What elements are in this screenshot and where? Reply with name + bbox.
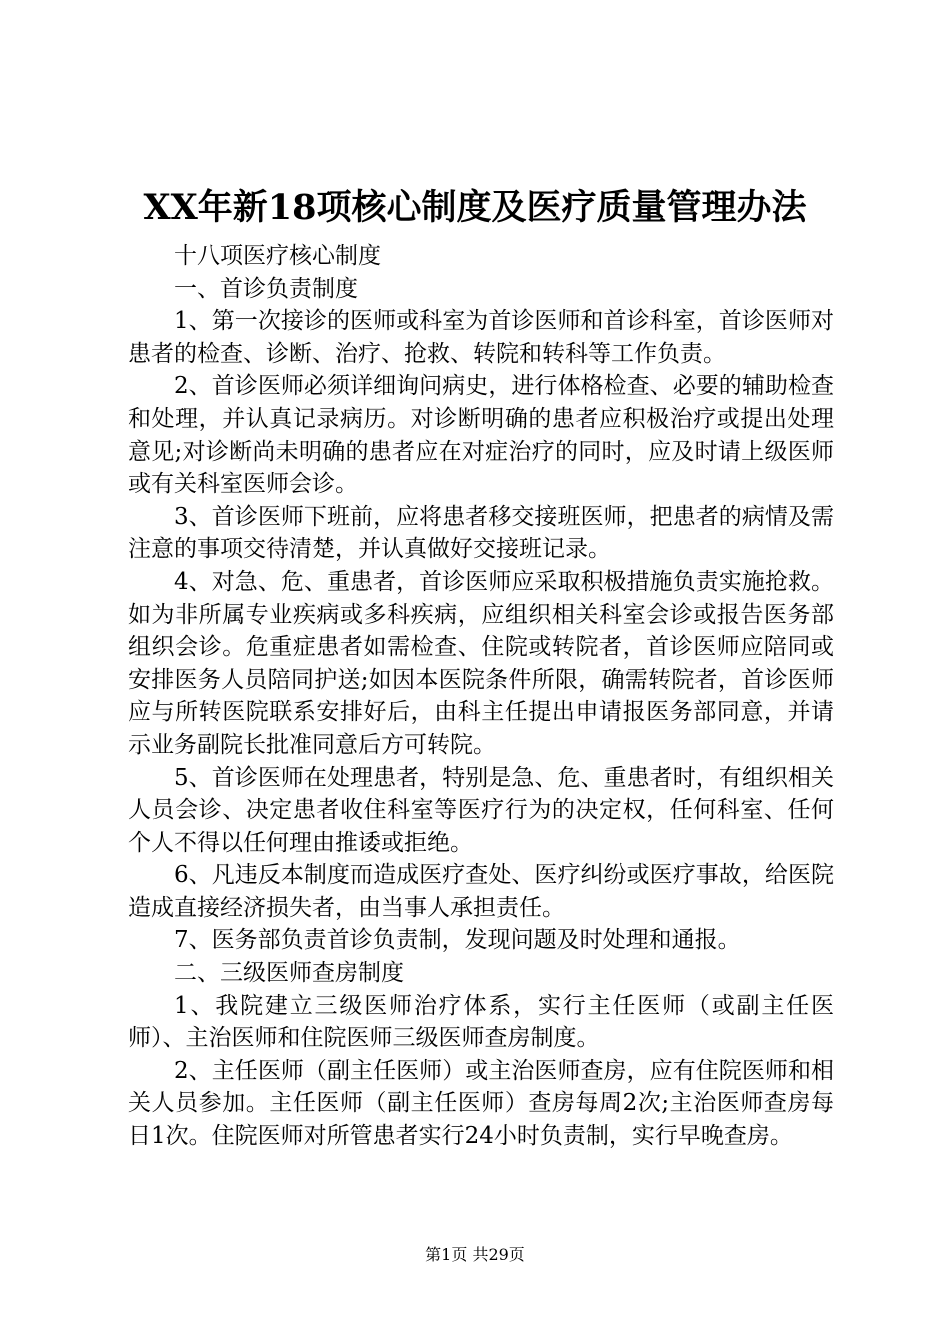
paragraph: 2、首诊医师必须详细询问病史，进行体格检查、必要的辅助检查和处理，并认真记录病历。对诊断明确的患者应积极治疗或提出处理意见;对诊断尚未明确的患者应在对症治疗的同时，应及时请上级医师或有关科室医师会诊。	[128, 373, 834, 498]
paragraph: 1、第一次接诊的医师或科室为首诊医师和首诊科室，首诊医师对患者的检查、诊断、治疗、抢救、转院和转科等工作负责。	[128, 308, 834, 367]
paragraph: 6、凡违反本制度而造成医疗查处、医疗纠纷或医疗事故，给医院造成直接经济损失者，由当事人承担责任。	[128, 862, 834, 921]
section-heading: 一、首诊负责制度	[174, 275, 358, 302]
document-body	[128, 240, 834, 1153]
paragraph: 1、我院建立三级医师治疗体系，实行主任医师（或副主任医师）、主治医师和住院医师三级医师查房制度。	[128, 992, 834, 1052]
paragraph: 3、首诊医师下班前，应将患者移交接班医师，把患者的病情及需注意的事项交待清楚，并认真做好交接班记录。	[128, 503, 834, 563]
paragraph: 5、首诊医师在处理患者，特别是急、危、重患者时，有组织相关人员会诊、决定患者收住科室等医疗行为的决定权，任何科室、任何个人不得以任何理由推诿或拒绝。	[128, 764, 834, 856]
document-title: XX年新18项核心制度及医疗质量管理办法	[143, 187, 807, 228]
paragraph: 2、主任医师（副主任医师）或主治医师查房，应有住院医师和相关人员参加。主任医师（副主任医师）查房每周2次;主治医师查房每日1次。住院医师对所管患者实行24小时负责制，实行早晚查房。	[128, 1057, 834, 1150]
section-heading: 十八项医疗核心制度	[174, 243, 381, 269]
paragraph: 4、对急、危、重患者，首诊医师应采取积极措施负责实施抢救。如为非所属专业疾病或多科疾病，应组织相关科室会诊或报告医务部组织会诊。危重症患者如需检查、住院或转院者，首诊医师应陪同或安排医务人员陪同护送;如因本医院条件所限，确需转院者，首诊医师应与所转医院联系安排好后，由科主任提出申请报医务部同意，并请示业务副院长批准同意后方可转院。	[128, 568, 834, 758]
paragraph: 7、医务部负责首诊负责制，发现问题及时处理和通报。	[174, 927, 741, 954]
section-heading: 二、三级医师查房制度	[174, 960, 404, 987]
page-number-footer: 第1页 共29页	[425, 1245, 525, 1264]
